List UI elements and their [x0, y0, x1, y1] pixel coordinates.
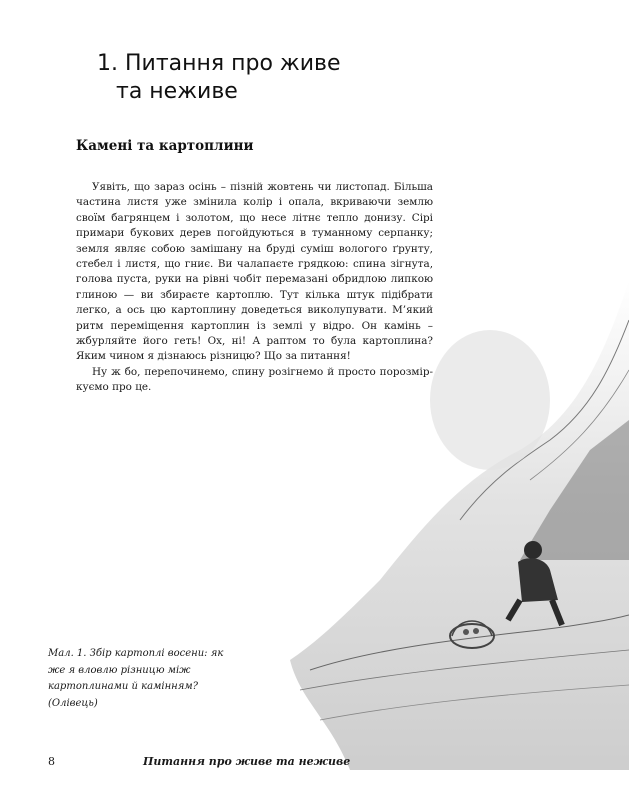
- chapter-title-line1: 1. Питання про живе: [97, 51, 341, 76]
- running-title: Питання про живе та неживе: [143, 755, 351, 768]
- chapter-title: [97, 50, 397, 106]
- page-number: 8: [48, 755, 55, 768]
- paragraph-1: Уявіть, що зараз осінь – пізній жовтень чи листопад. Більша частина листя уже змінила колір і опала, вкриваючи землю своїм багрянцем і золотом, що несе літнє тепло донизу. Сірі примари букових дерев погойдуються в туманному серпанку; земля являє собою замішану на бруді суміш вологого ґрунту, стебел і листя, що гниє. Ви чалапаєте грядкою: спина зігнута, голова пуста, руки на рівні чобіт перемазані обридлою липкою глиною — ви збираєте картоплю. Тут кілька штук підібрати легко, а ось цю картоплину доведеться виколупувати. М’який ритм переміщення картоплин із землі у відро. Он камінь – жбурляйте його геть! Ох, ні! А раптом то була картоплина? Яким чином я дізнаюсь різницю? Що за питання!: [76, 181, 433, 363]
- paragraph-2: Ну ж бо, перепочинемо, спину розігнемо й просто порозміркуємо про це.: [76, 365, 433, 394]
- figure-caption: Мал. 1. Збір картоплі восени: як же я вловлю різницю між картоплинами й камінням? (Олівець): [48, 648, 224, 709]
- potato-harvest-illustration: [290, 280, 629, 770]
- section-title: Камені та картоплини: [76, 138, 254, 154]
- chapter-title-line2: та неживе: [116, 79, 238, 104]
